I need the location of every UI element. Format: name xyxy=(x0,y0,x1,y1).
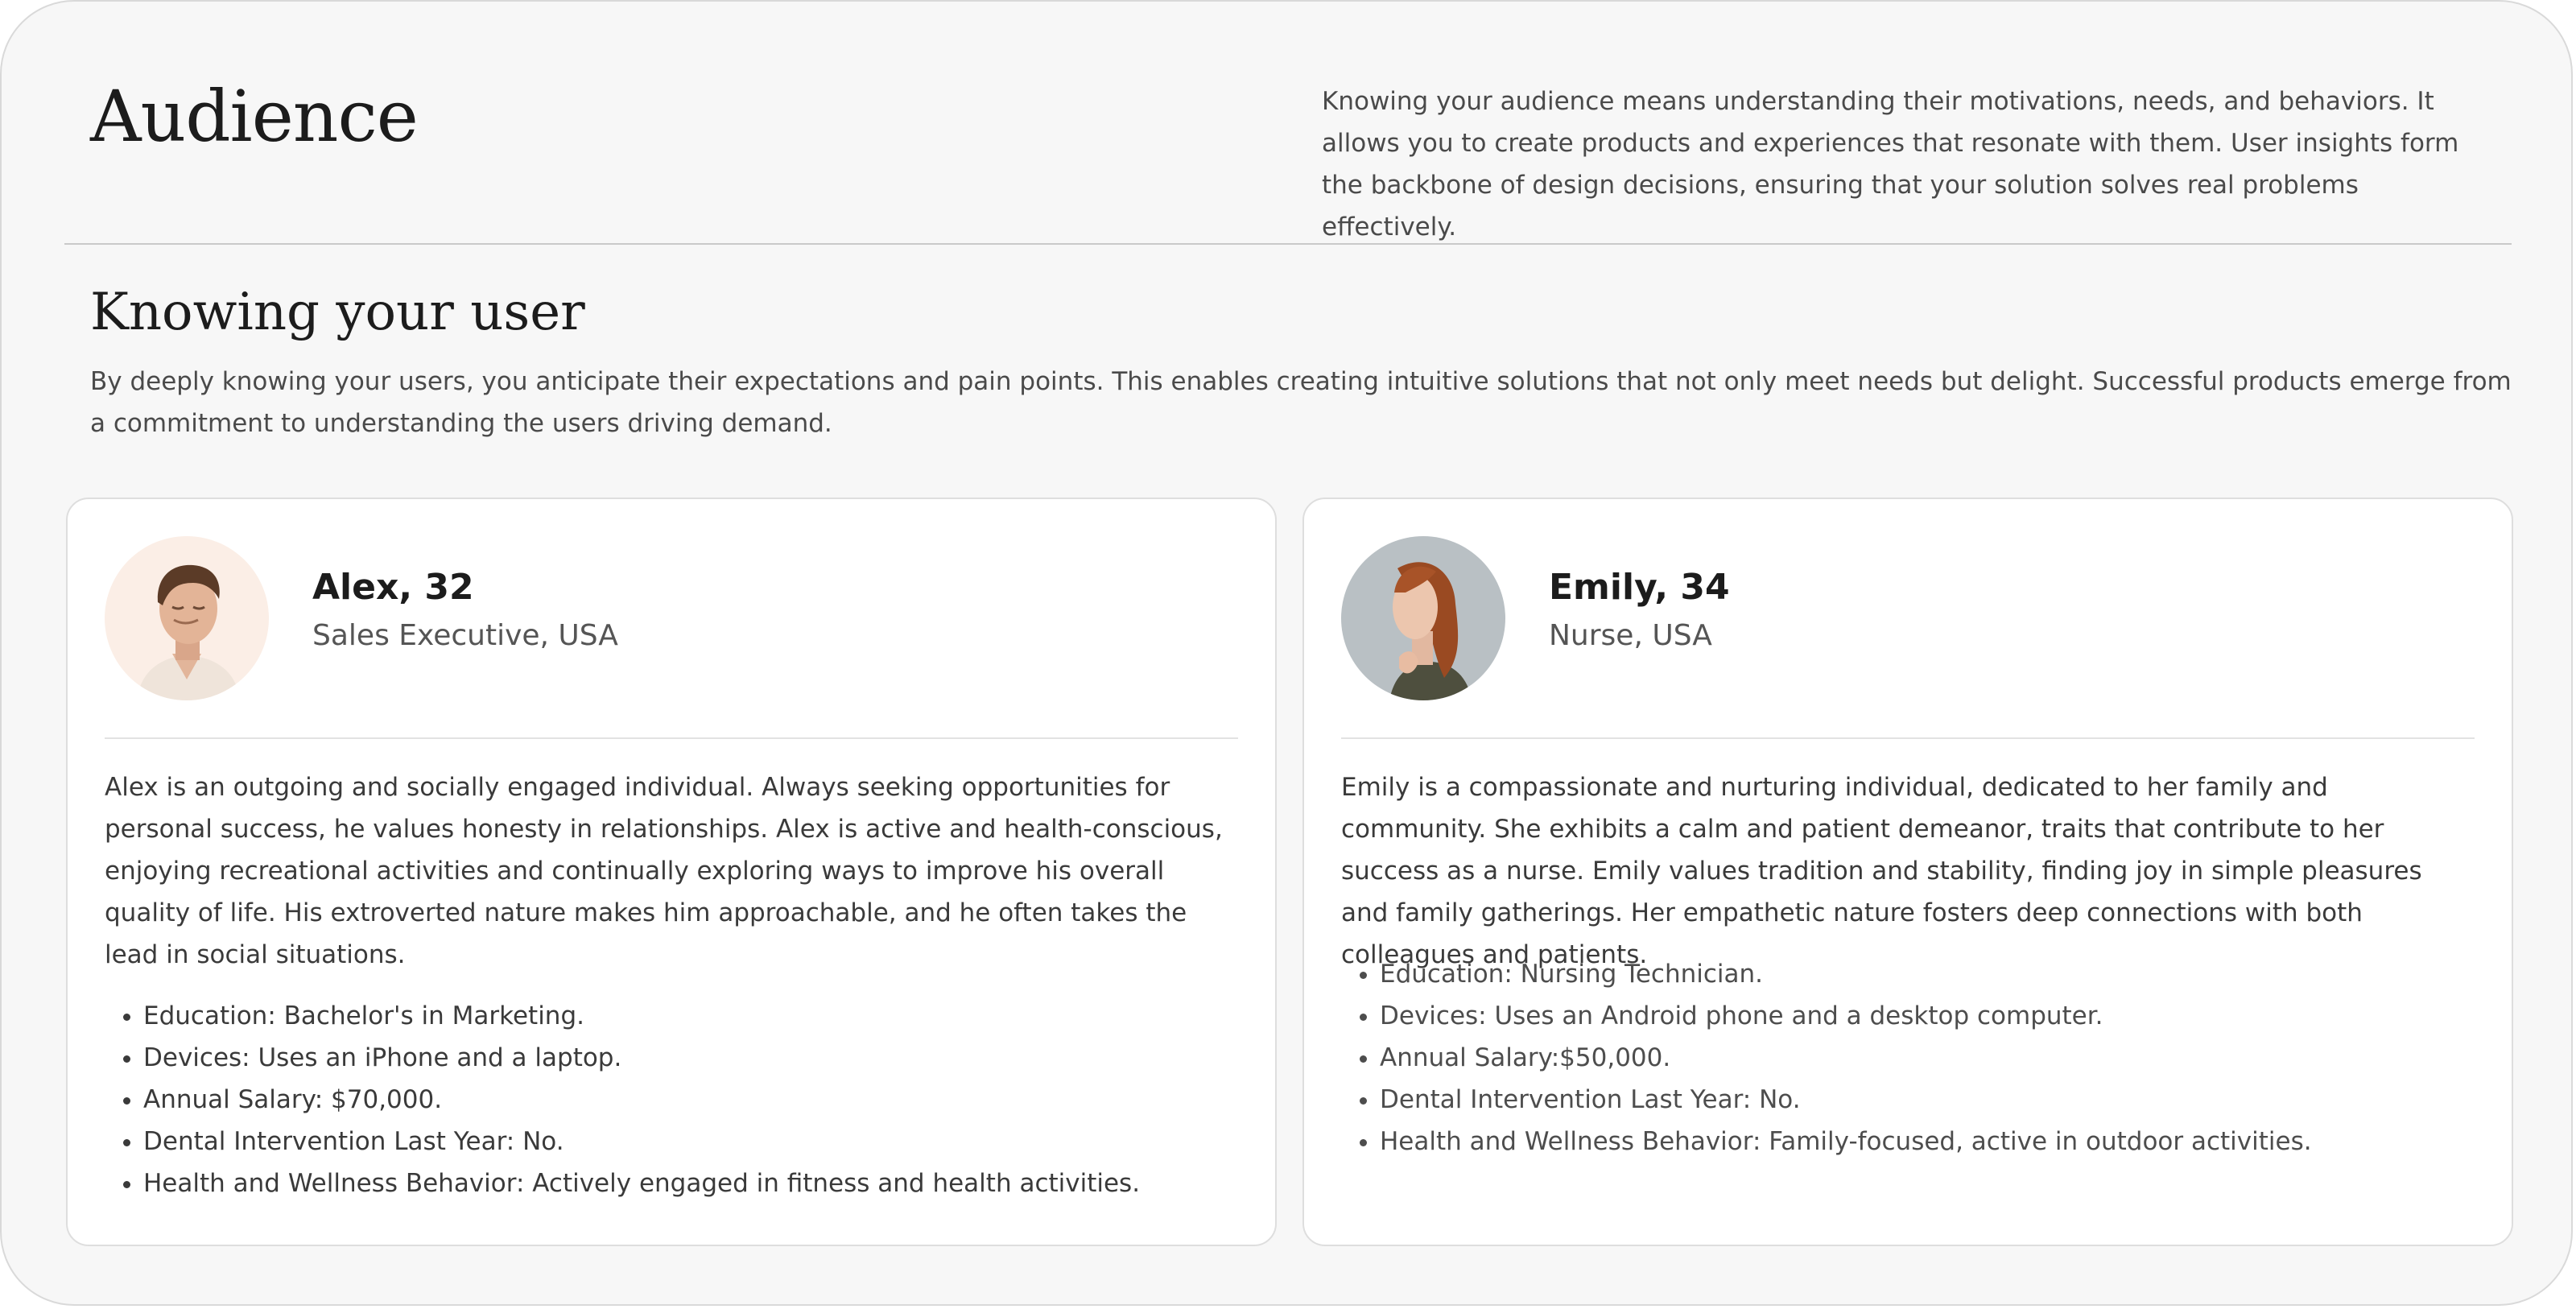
persona-card-emily xyxy=(1302,498,2513,1246)
fact-salary: • Annual Salary:$50,000. xyxy=(1380,1037,2476,1079)
persona-name: Emily, 34 xyxy=(1549,567,1730,608)
card-divider xyxy=(1341,737,2475,739)
persona-role: Sales Executive, USA xyxy=(312,619,618,652)
fact-dental: • Dental Intervention Last Year: No. xyxy=(1380,1079,2476,1121)
persona-facts-list xyxy=(105,995,1240,1204)
fact-devices: • Devices: Uses an Android phone and a desktop computer. xyxy=(1380,995,2476,1037)
fact-wellness: • Health and Wellness Behavior: Family-focused, active in outdoor activities. xyxy=(1380,1121,2476,1162)
persona-name: Alex, 32 xyxy=(312,567,474,608)
persona-role: Nurse, USA xyxy=(1549,619,1712,652)
persona-facts-list xyxy=(1341,953,2476,1162)
section-description: By deeply knowing your users, you anticipate their expectations and pain points. This enables creating intuitive solutions that not only meet needs but delight. Successful products emerge from a commitment to understanding the users driving demand. xyxy=(90,367,2512,438)
card-divider xyxy=(105,737,1238,739)
woman-portrait-icon xyxy=(1341,536,1505,700)
fact-dental: • Dental Intervention Last Year: No. xyxy=(143,1121,1240,1162)
header-divider xyxy=(64,243,2512,245)
section-title: Knowing your user xyxy=(90,283,585,342)
avatar-alex xyxy=(105,536,269,700)
man-portrait-icon xyxy=(105,536,269,700)
persona-card-alex xyxy=(66,498,1277,1246)
fact-education: • Education: Nursing Technician. xyxy=(1380,953,2476,995)
persona-bio: Alex is an outgoing and socially engaged individual. Always seeking opportunities for personal success, he values honesty in relationships. Alex is active and health-conscious, enjoying recreational activities and continually exploring ways to improve his overall quality of life. His extroverted nature makes him approachable, and he often takes the lead in social situations. xyxy=(105,773,1223,969)
avatar-emily xyxy=(1341,536,1505,700)
fact-wellness: • Health and Wellness Behavior: Actively engaged in fitness and health activities. xyxy=(143,1162,1240,1204)
fact-education: • Education: Bachelor's in Marketing. xyxy=(143,995,1240,1037)
intro-text: Knowing your audience means understanding their motivations, needs, and behaviors. It allows you to create products and experiences that resonate with them. User insights form the backbone of design decisions, ensuring that your solution solves real problems effectively. xyxy=(1322,87,2459,242)
persona-bio: Emily is a compassionate and nurturing individual, dedicated to her family and community. She exhibits a calm and patient demeanor, traits that contribute to her success as a nurse. Emily values tradition and stability, finding joy in simple pleasures and family gatherings. Her empathetic nature fosters deep connections with both colleagues and patients. xyxy=(1341,773,2422,969)
page-title: Audience xyxy=(90,75,418,158)
fact-salary: • Annual Salary: $70,000. xyxy=(143,1079,1240,1121)
fact-devices: • Devices: Uses an iPhone and a laptop. xyxy=(143,1037,1240,1079)
